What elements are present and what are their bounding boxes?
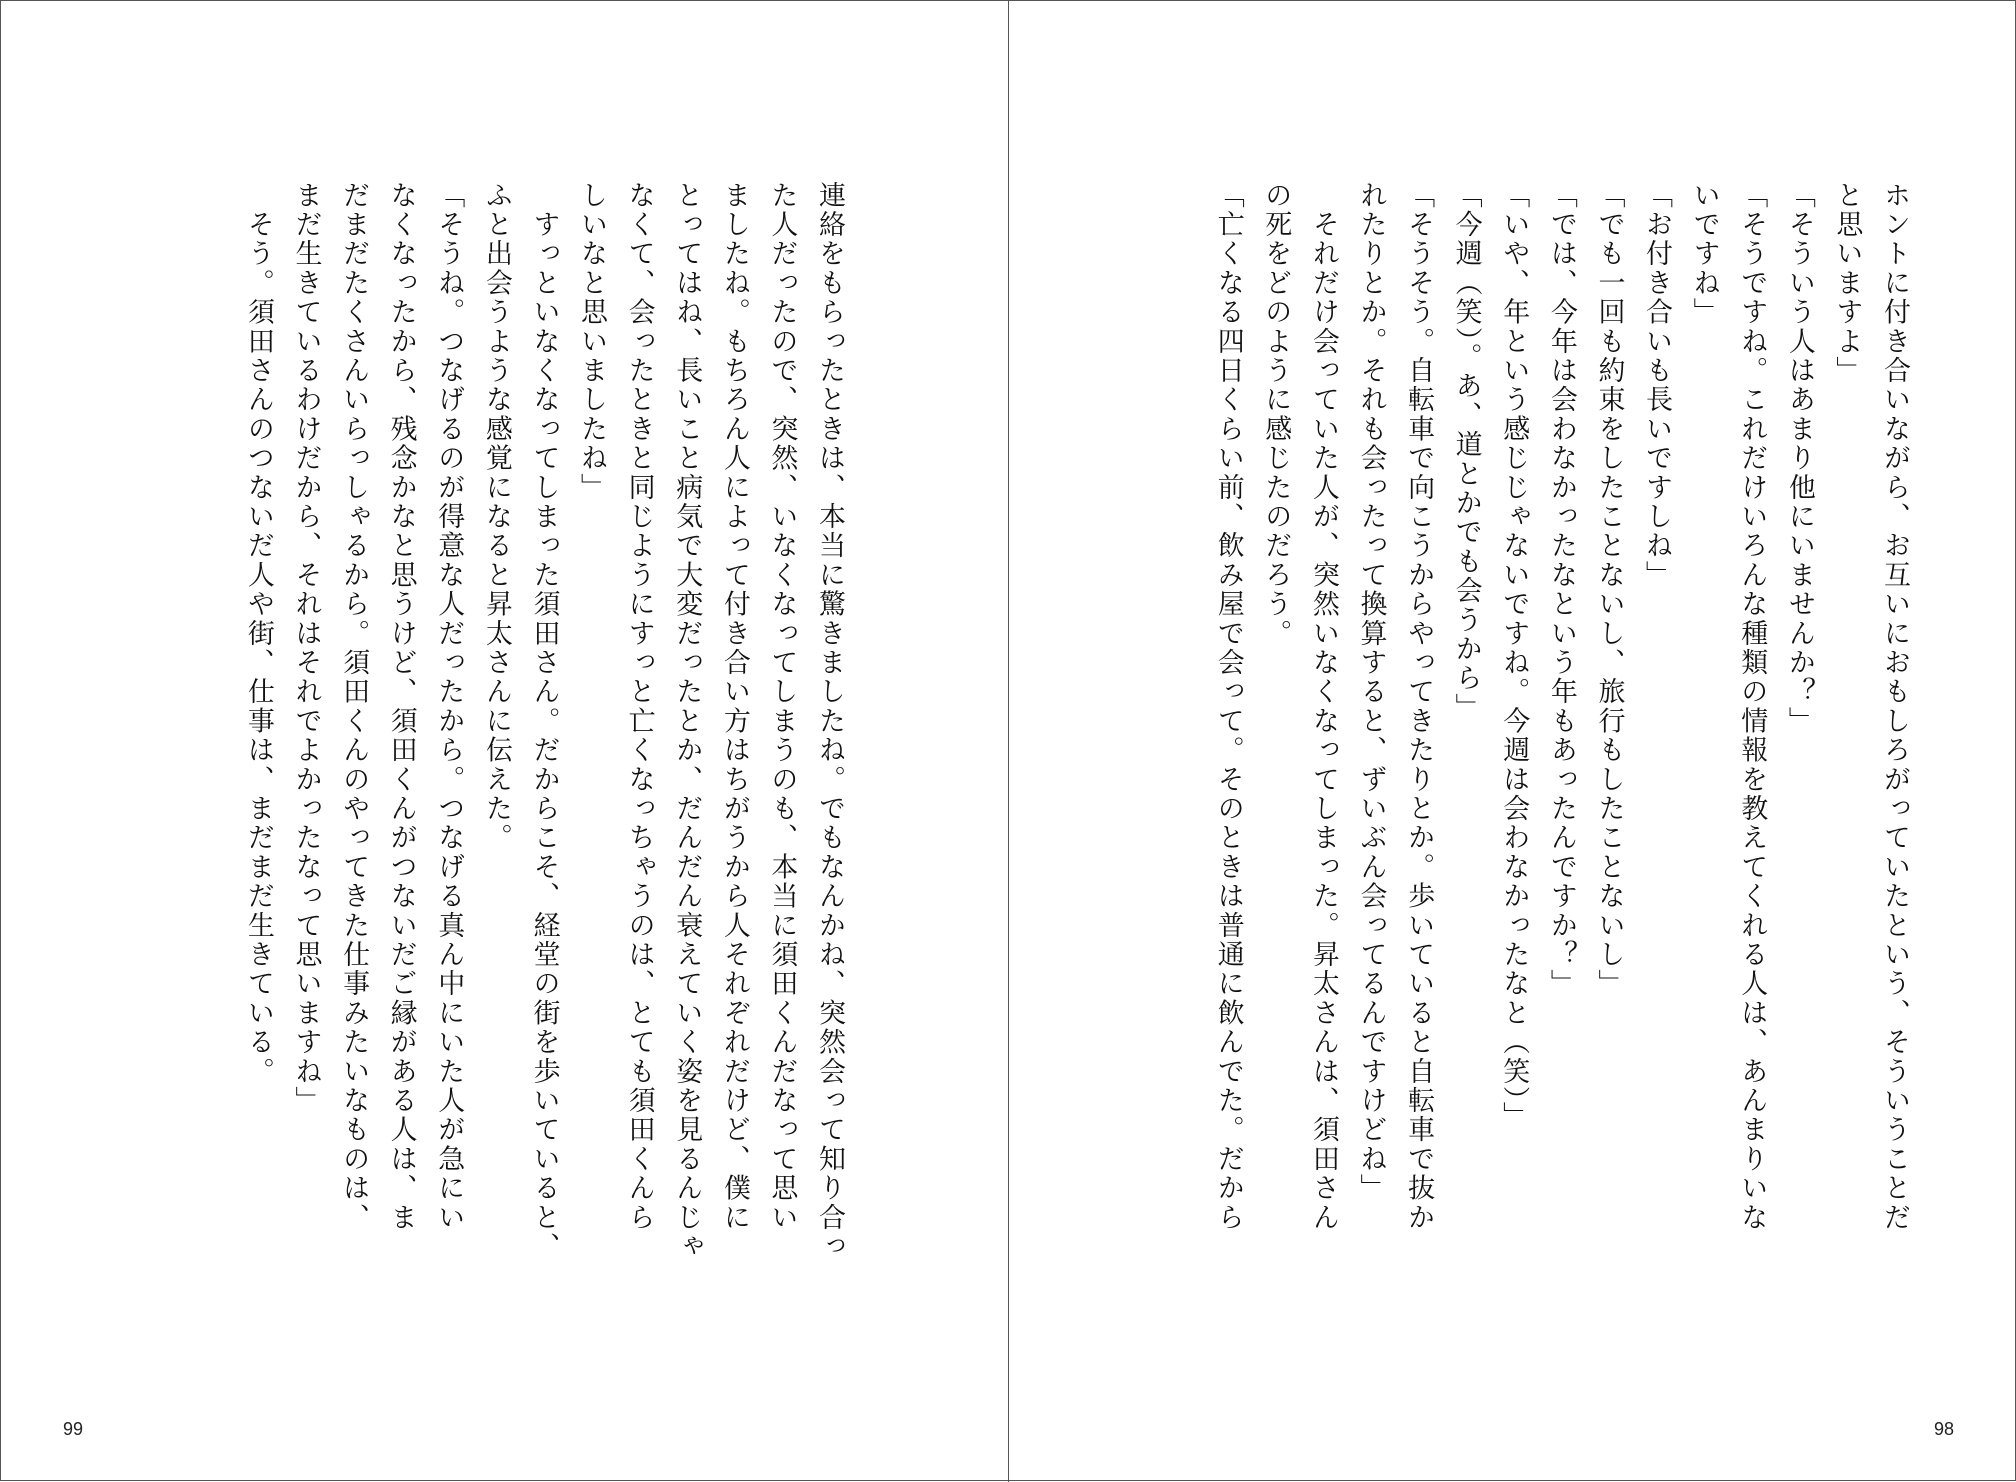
- text-line: れたりとか。それも会ったって換算すると、ずいぶん会ってるんですけどね」: [1355, 181, 1387, 1203]
- text-line: とってはね、長いこと病気で大変だったとか、だんだん衰えていく姿を見るんじゃ: [671, 181, 703, 1262]
- text-line: 「いや、年という感じじゃないですね。今週は会わなかったなと（笑）」: [1498, 181, 1530, 1132]
- text-line: しいなと思いましたね」: [576, 181, 608, 503]
- text-line: そう。須田さんのつないだ人や街、仕事は、まだまだ生きている。: [242, 181, 274, 1087]
- text-line: た人だったので、突然、いなくなってしまうのも、本当に須田くんだなって思い: [766, 181, 798, 1233]
- page-number: 99: [63, 1419, 84, 1439]
- left-page: [1, 1, 1008, 1482]
- text-line: の死をどのように感じたのだろう。: [1260, 181, 1292, 649]
- text-line: なくて、会ったときと同じようにすっと亡くなっちゃうのは、とても須田くんら: [623, 181, 655, 1233]
- text-line: すっといなくなってしまった須田さん。だからこそ、経堂の街を歩いていると、: [528, 181, 560, 1262]
- text-line: ホントに付き合いながら、お互いにおもしろがっていたという、そういうことだ: [1879, 181, 1910, 1233]
- text-line: だまだたくさんいらっしゃるから。須田くんのやってきた仕事みたいなものは、: [338, 181, 370, 1233]
- text-line: 「そういう人はあまり他にいませんか？」: [1783, 181, 1815, 736]
- text-line: いですね」: [1688, 181, 1720, 327]
- page-number: 98: [1933, 1419, 1954, 1439]
- text-line: それだけ会っていた人が、突然いなくなってしまった。昇太さんは、須田さん: [1307, 181, 1339, 1233]
- text-line: 「では、今年は会わなかったなという年もあったんですか？」: [1545, 181, 1577, 999]
- text-line: 連絡をもらったときは、本当に驚きましたね。でもなんかね、突然会って知り合っ: [814, 181, 845, 1262]
- text-line: ましたね。もちろん人によって付き合い方はちがうから人それぞれだけど、僕に: [718, 181, 750, 1233]
- text-line: 「今週（笑）。あ、道とかでも会うから」: [1450, 181, 1482, 723]
- text-line: 「でも一回も約束をしたことないし、旅行もしたことないし」: [1593, 181, 1625, 999]
- text-line: なくなったから、残念かなと思うけど、須田くんがつないだご縁がある人は、ま: [385, 181, 417, 1233]
- text-line: 「亡くなる四日くらい前、飲み屋で会って。そのときは普通に飲んでた。だから: [1212, 181, 1244, 1233]
- text-line: 「お付き合いも長いですしね」: [1641, 181, 1673, 590]
- right-page: [1009, 1, 2016, 1482]
- text-line: と思いますよ」: [1831, 181, 1863, 386]
- page-gutter-divider: [1008, 1, 1009, 1482]
- text-line: 「そうね。つなげるのが得意な人だったから。つなげる真ん中にいた人が急にい: [433, 181, 465, 1233]
- left-page-body: [203, 181, 853, 1262]
- text-line: まだ生きているわけだから、それはそれでよかったなって思いますね」: [290, 181, 322, 1116]
- right-page-body: [1058, 181, 1918, 1233]
- text-line: 「そうですね。これだけいろんな種類の情報を教えてくれる人は、あんまりいな: [1736, 181, 1768, 1233]
- text-line: ふと出会うような感覚になると昇太さんに伝えた。: [480, 181, 512, 853]
- text-line: 「そうそう。自転車で向こうからやってきたりとか。歩いていると自転車で抜か: [1403, 181, 1435, 1233]
